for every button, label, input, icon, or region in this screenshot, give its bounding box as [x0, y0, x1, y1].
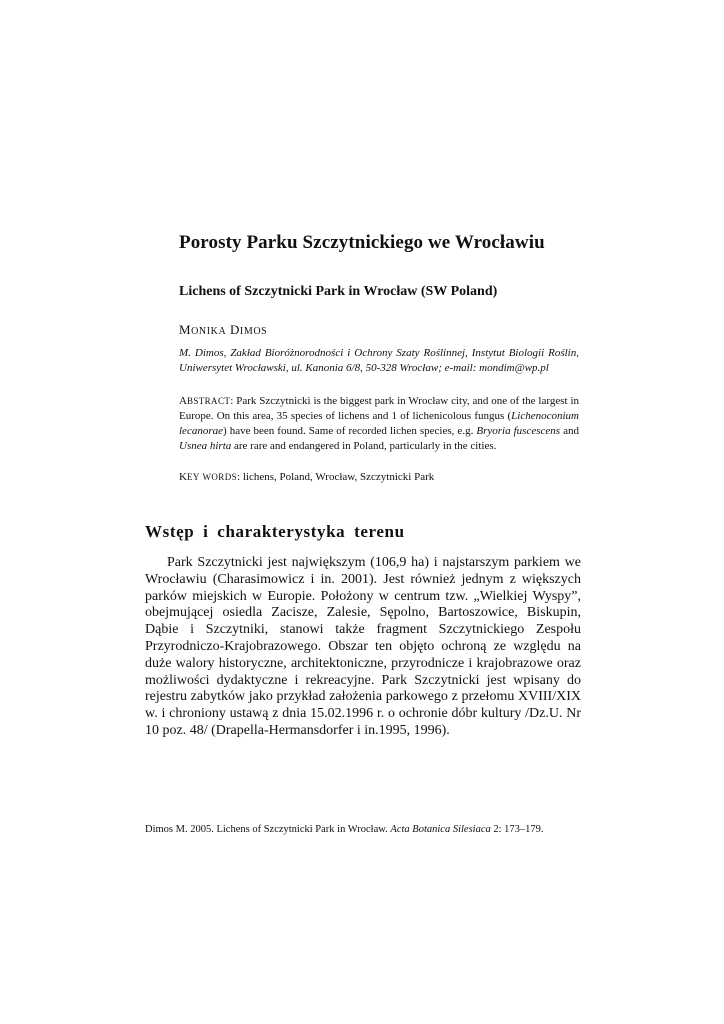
author-last-rest: IMOS [239, 326, 268, 337]
body-paragraph: Park Szczytnicki jest największym (106,9 ha) i najstarszym parkiem we Wrocławiu (Charasimowicz i in. 2001). Jest również jednym z większych parków miejskich w Europie. Położony w centrum tzw. „Wielkiej Wyspy”, obejmującej osiedla Zacisze, Zalesie, Sępolno, Bartoszowice, Biskupin, Dąbie i Szczytniki, stanowi także fragment Szczytnickiego Zespołu Przyrodniczo-Krajobrazowego. Obszar ten objęto ochroną ze względu na duże walory historyczne, architektoniczne, przyrodnicze i krajobrazowe oraz możliwości dydaktyczne i rekreacyjne. Park Szczytnicki jest wpisany do rejestru zabytków jako przykład założenia parkowego z przełomu XVIII/XIX w. i chroniony ustawą z dnia 15.02.1996 r. o ochronie dóbr kultury /Dz.U. Nr 10 poz. 48/ (Drapella-Hermansdorfer i in.1995, 1996). [145, 555, 581, 738]
abstract [179, 394, 579, 454]
abstract-text-4: are rare and endangered in Poland, particularly in the cities. [231, 440, 497, 452]
author-affiliation: M. Dimos, Zakład Bioróżnorodności i Ochrony Szaty Roślinnej, Instytut Biologii Roślin, Uniwersytet Wrocławski, ul. Kanonia 6/8, 50-328 Wrocław; e-mail: mondim@wp.pl [179, 347, 579, 374]
abstract-text-3: and [560, 425, 579, 437]
paper-title: Porosty Parku Szczytnickiego we Wrocławiu [179, 232, 545, 253]
author-last-initial: D [230, 322, 240, 337]
key-words [179, 470, 579, 485]
abstract-label-rest: BSTRACT [186, 396, 231, 406]
abstract-species-2: Bryoria fuscescens [476, 425, 561, 437]
citation-text-1: Dimos M. 2005. Lichens of Szczytnicki Park in Wrocław. [145, 824, 391, 835]
keywords-label-rest: EY [186, 472, 200, 482]
paper-subtitle-english: Lichens of Szczytnicki Park in Wrocław (SW Poland) [179, 284, 498, 299]
abstract-species-1: Lichenoconium lecanorae [179, 410, 579, 437]
abstract-label-initial: A [179, 395, 187, 407]
abstract-species-3: Usnea hirta [179, 440, 232, 452]
abstract-text-2: ) have been found. Same of recorded lichen species, e.g. [222, 425, 477, 437]
keywords-label-initial: K [179, 471, 187, 483]
citation-text-2: 2: 173–179. [490, 824, 544, 835]
author-first-rest: ONIKA [191, 326, 227, 337]
keywords-text: : lichens, Poland, Wrocław, Szczytnicki Park [237, 471, 435, 483]
author-name [179, 322, 267, 338]
abstract-text-1: : Park Szczytnicki is the biggest park in Wrocław city, and one of the largest in Europe. On this area, 35 species of lichens and 1 of lichenicolous fungus ( [179, 395, 579, 422]
section-heading: Wstęp i charakterystyka terenu [145, 522, 405, 541]
keywords-label-word: WORDS [202, 472, 238, 482]
author-first-initial: M [179, 322, 192, 337]
citation-journal: Acta Botanica Silesiaca [390, 824, 491, 835]
citation-footer [145, 824, 585, 835]
